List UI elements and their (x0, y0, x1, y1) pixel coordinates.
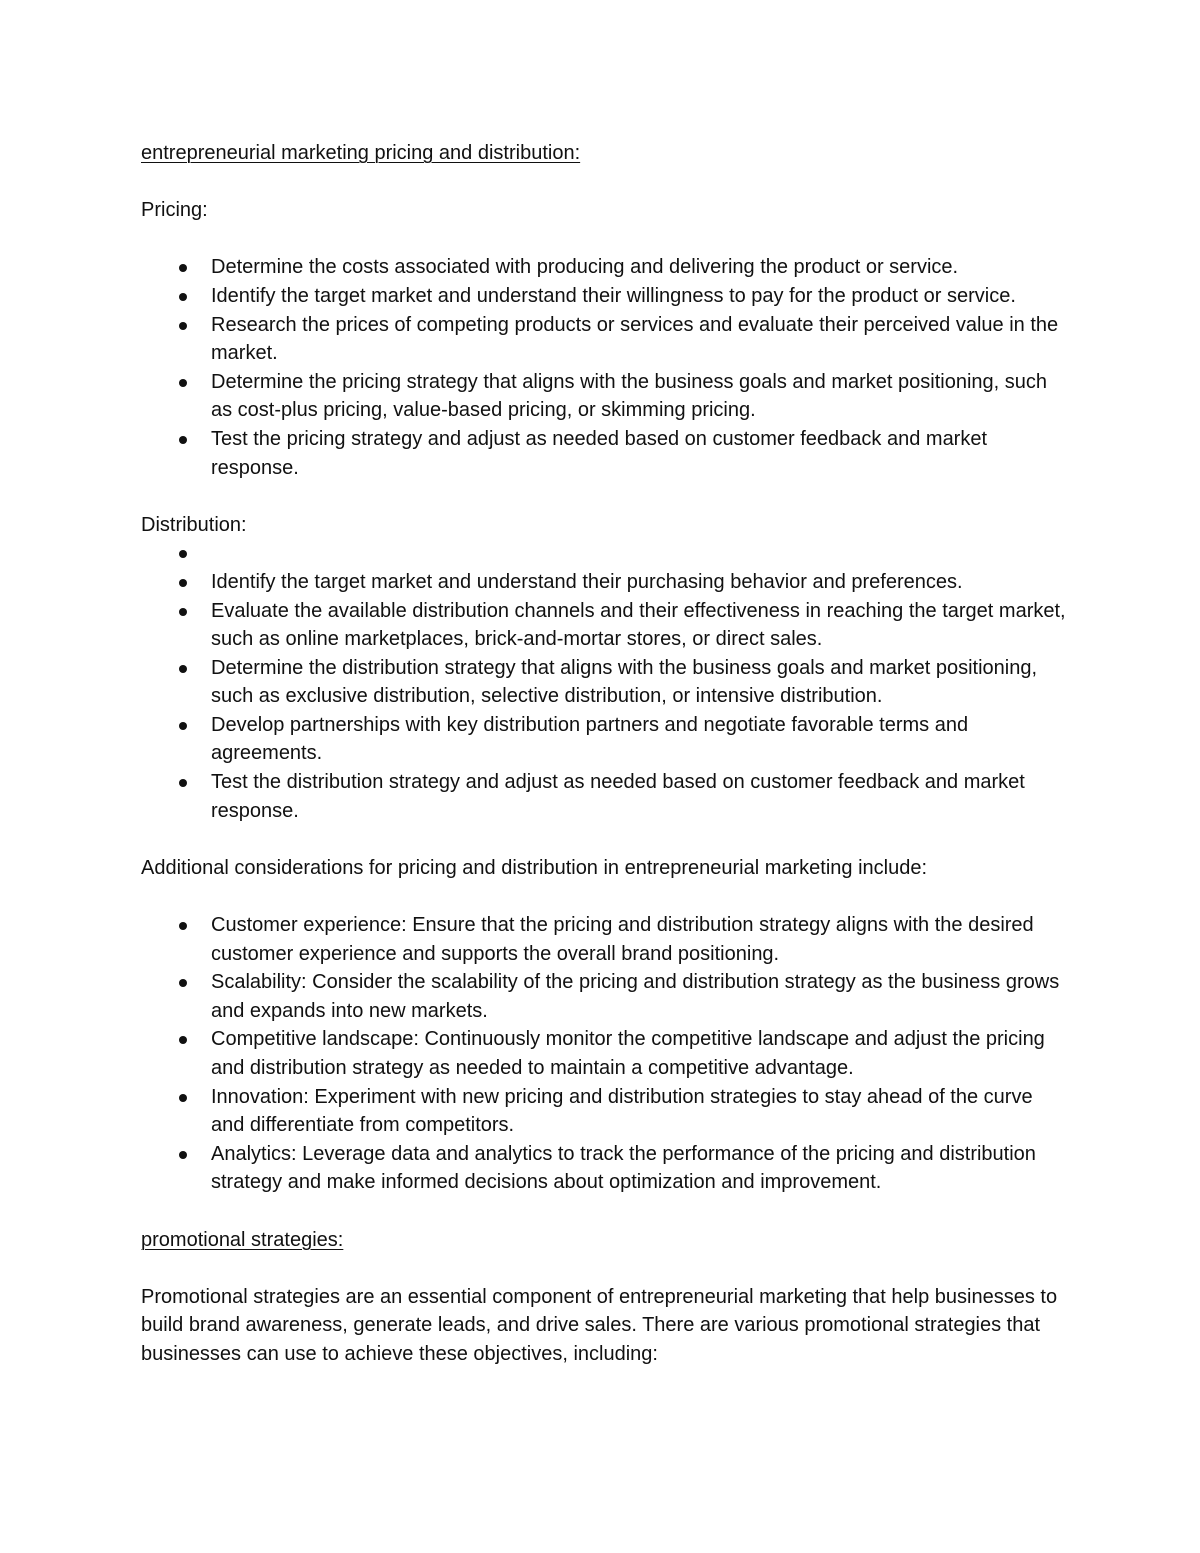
distribution-heading: Distribution: (141, 513, 247, 536)
list-item (141, 368, 1071, 425)
promotional-heading: promotional strategies: (141, 1228, 344, 1251)
document-title: entrepreneurial marketing pricing and distribution: (141, 142, 581, 164)
spacer (141, 1197, 1071, 1226)
additional-intro: Additional considerations for pricing and distribution in entrepreneurial marketing include: (141, 856, 928, 879)
list-item (141, 282, 1071, 311)
document-page (141, 139, 1071, 1369)
list-item (141, 311, 1071, 368)
bullet-icon (179, 722, 187, 730)
spacer (141, 225, 1071, 254)
spacer (141, 482, 1071, 511)
bullet-icon (179, 1151, 187, 1159)
bullet-icon (179, 922, 187, 930)
bullet-icon (179, 579, 187, 587)
list-item (141, 425, 1071, 482)
list-item-text: Develop partnerships with key distribution partners and negotiate favorable terms and agreements. (211, 713, 969, 765)
list-item-text: Research the prices of competing products or services and evaluate their perceived value in the market. (211, 313, 1059, 365)
bullet-icon (179, 436, 187, 444)
bullet-icon (179, 550, 187, 558)
list-item-text: Test the pricing strategy and adjust as needed based on customer feedback and market response. (211, 427, 988, 479)
list-item-text: Determine the distribution strategy that aligns with the business goals and market positioning, such as exclusive distribution, selective distribution, or intensive distribution. (211, 656, 1038, 708)
bullet-icon (179, 665, 187, 673)
list-item-text: Scalability: Consider the scalability of the pricing and distribution strategy as the business grows and expands into new markets. (211, 971, 1060, 1022)
list-item-text: Analytics: Leverage data and analytics to track the performance of the pricing and distribution strategy and make informed decisions about optimization and improvement. (211, 1142, 1036, 1194)
promotional-paragraph: Promotional strategies are an essential component of entrepreneurial marketing that help businesses to build brand awareness, generate leads, and drive sales. There are various promotional strategies that businesses can use to achieve these objectives, including: (141, 1285, 1058, 1365)
list-item-text: Identify the target market and understand their willingness to pay for the product or service. (211, 284, 1016, 307)
list-item (141, 968, 1071, 1025)
spacer (141, 882, 1071, 911)
list-item (141, 711, 1071, 768)
list-item (141, 1083, 1071, 1140)
list-item (141, 911, 1071, 968)
list-item-text: Customer experience: Ensure that the pricing and distribution strategy aligns with the desired customer experience and supports the overall brand positioning. (211, 914, 1034, 965)
list-item-text: Evaluate the available distribution channels and their effectiveness in reaching the target market, such as online marketplaces, brick-and-mortar stores, or direct sales. (211, 599, 1066, 651)
list-item (141, 539, 1071, 568)
list-item-text: Test the distribution strategy and adjust as needed based on customer feedback and market response. (211, 771, 1025, 822)
spacer (141, 825, 1071, 854)
pricing-heading: Pricing: (141, 199, 208, 222)
additional-list (141, 911, 1071, 1197)
bullet-icon (179, 293, 187, 301)
list-item (141, 768, 1071, 825)
list-item (141, 654, 1071, 711)
list-item-text: Determine the pricing strategy that aligns with the business goals and market positioning, such as cost-plus pricing, value-based pricing, or skimming pricing. (211, 370, 1048, 422)
list-item (141, 1140, 1071, 1197)
list-item (141, 253, 1071, 282)
list-item (141, 597, 1071, 654)
list-item-text: Competitive landscape: Continuously monitor the competitive landscape and adjust the pricing and distribution strategy as needed to maintain a competitive advantage. (211, 1028, 1045, 1079)
bullet-icon (179, 322, 187, 330)
bullet-icon (179, 779, 187, 787)
bullet-icon (179, 379, 187, 387)
bullet-icon (179, 608, 187, 616)
bullet-icon (179, 1094, 187, 1102)
list-item-text: Innovation: Experiment with new pricing and distribution strategies to stay ahead of the curve and differentiate from competitors. (211, 1085, 1033, 1137)
list-item (141, 568, 1071, 597)
pricing-list (141, 253, 1071, 482)
bullet-icon (179, 979, 187, 987)
list-item-text: Identify the target market and understand their purchasing behavior and preferences. (211, 570, 963, 593)
spacer (141, 1254, 1071, 1283)
list-item (141, 1025, 1071, 1082)
bullet-icon (179, 1036, 187, 1044)
bullet-icon (179, 264, 187, 272)
list-item-text: Determine the costs associated with producing and delivering the product or service. (211, 256, 959, 279)
spacer (141, 168, 1071, 197)
distribution-list (141, 539, 1071, 825)
